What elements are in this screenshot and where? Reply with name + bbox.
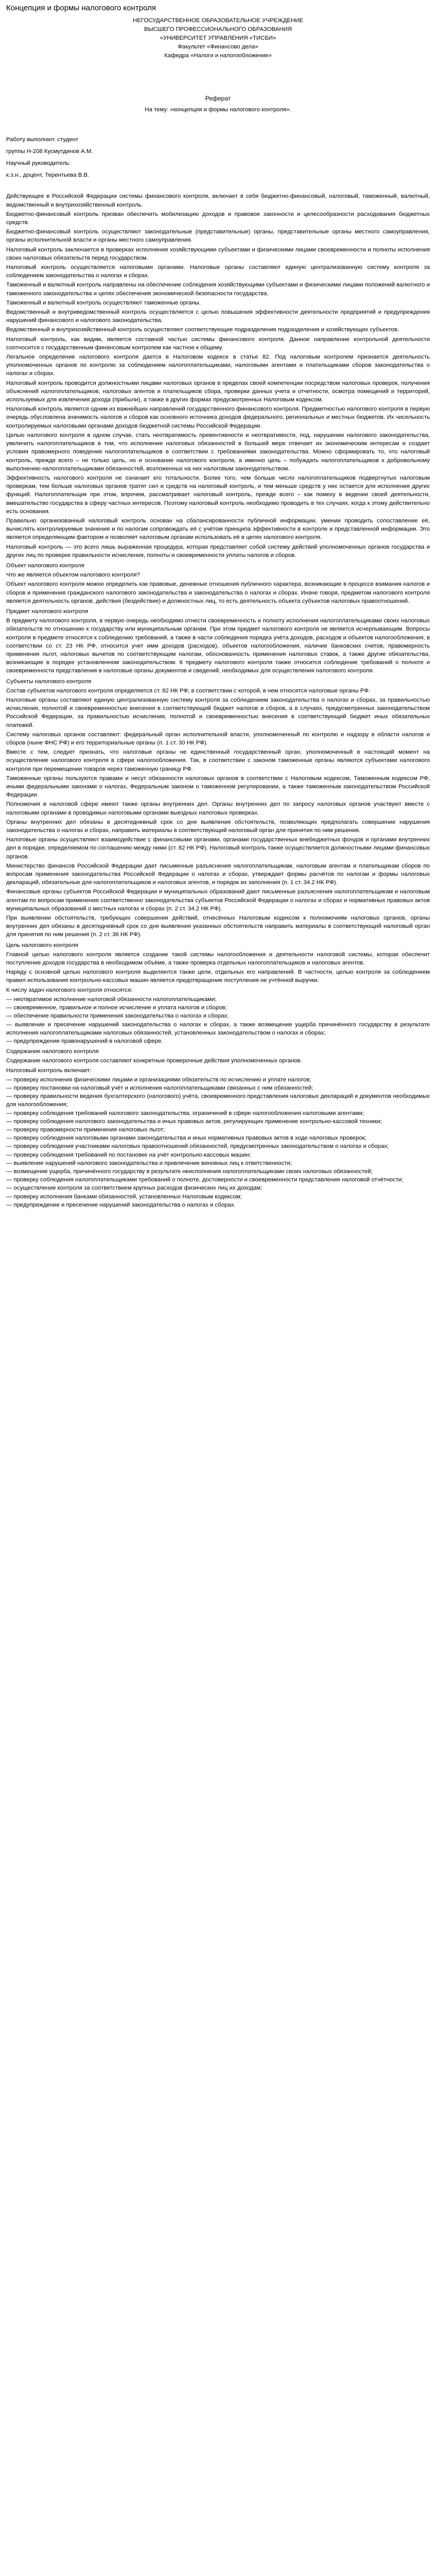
list-item: — предупреждение правонарушений в налоговой сфере. (6, 1038, 163, 1044)
list-item: — проверку соблюдения требований по постановке на учёт контрольно-кассовых машин; (6, 1151, 251, 1158)
paragraph: Эффективность налогового контроля не означает его тотальности. Более того, чем больше число налогоплательщиков подвергнутых налоговым проверкам, тем больше налоговых органов тратят сил и средств на налоговый контроль, и тем меньше средств у них остается для исполнения других функций. Налогоплательщик при этом, впрочем, рассматривает налоговый контроль, прежде всего – как помеху в ведении своей деятельности, вмешательство государства в сферу частных интересов. Поэтому налоговый контроль необходимо проводить в тех случаях, когда к этому действительно есть основания. (6, 474, 430, 515)
list-item: — проверку соблюдения требований налогового законодательства, ограничений в сфере налогообложения налоговыми агентами; (6, 1110, 364, 1116)
paragraph: Наряду с основной целью налогового контроля выделяются также цели, отдельных его направлений. В частности, целью контроля за соблюдением правил использования контрольно-кассовых машин является предотвращение поступления не учтённой выручки. (6, 969, 430, 984)
report-label: Реферат (205, 95, 231, 102)
author-line: к.э.н., доцент, Терентьева В.В. (6, 172, 90, 179)
paragraph: Состав субъектов налогового контроля определяется ст. 82 НК РФ; в соответствии с которой, в нем относятся налоговые органы РФ. (6, 687, 371, 694)
header-line: «УНИВЕРСИТЕТ УПРАВЛЕНИЯ «ТИСБИ» (160, 35, 276, 41)
author-info (6, 135, 430, 180)
paragraph: Органы внутренних дел обязаны в десятидневный срок со дня выявления обстоятельств, позволяющих предполагать совершение нарушения законодательства о налогах и сборах, направить материалы в соответствующий налоговый орган для принятия по ним решения. (6, 819, 430, 834)
paragraph: Правильно организованный налоговый контроль основан на сбалансированности публичной информации, умении проводить сопоставление её, вычислять контролируемые значения и по налогам сопровождать её с учётом принципа эффективности в контроле и представленной информации. Это является определяющим фактором и позволяет налоговым органам использовать её в целях налогового контроля. (6, 517, 430, 541)
report-topic: На тему: «концепция и формы налогового контроля». (145, 107, 291, 113)
document-body (6, 192, 430, 1209)
list-item: — своевременное, правильное и полное исчисление и уплата налогов и сборов; (6, 1005, 227, 1011)
paragraph: В предмету налогового контроля, в первую очередь необходимо отнести своевременность и полноту исполнения налогоплательщиками своих налоговых обязательств по отношению к государству или муниципальным органам. При этом предмет налогового контроля не является исчерпывающим. Вопросы контроля в предмете относятся к соблюдению требований, а также в части соблюдения порядка учёта доходов, расходов и объектов налогообложения, в соответствии со ст. 23 НК РФ, относится учет имм доходов (расходов), объектов налогообложения, наличие банковских счетов, правомерность применения льгот, налоговых вычетов по соответствующим налогам, обоснованность применения налоговых ставок, а также другие обязательства, возникающие в порядке установленном законодательством. К предмету налогового контроля также относится соблюдение требований о полноте и своевременности представления в налоговые органы документов и сведений, необходимых для осуществления налогового контроля. (6, 618, 430, 674)
section-heading: Предмет налогового контроля (6, 608, 89, 615)
paragraph: Таможенный и валютный контроль осуществляют таможенные органы. (6, 299, 201, 306)
list-item: — неотвратимое исполнение налоговой обязанности налогоплательщиками; (6, 996, 217, 1003)
author-line: Работу выполнил: студент (6, 137, 78, 143)
header-line: ВЫСШЕГО ПРОФЕССИОНАЛЬНОГО ОБРАЗОВАНИЯ (144, 26, 292, 32)
paragraph: Бюджетно-финансовый контроль осуществляют законодательные (представительные) органы, представительные органы местного самоуправления, органы исполнительной власти и органы местного самоуправления. (6, 229, 430, 244)
paragraph: Действующее в Российской Федерации системы финансового контроля, включает в себя бюджетно-финансовый, налоговый, таможенный, валютный, ведомственный и внутрихозяйственный контроль. (6, 193, 430, 208)
paragraph: Главной целью налогового контроля является создание такой системы налогообложения и деятельности налоговой системы, которая обеспечит поступление доходов государства в необходимом объёме, а также проверка отдельных налогоплательщиков и налоговых агентов. (6, 951, 430, 967)
paragraph: При выявлении обстоятельств, требующих совершения действий, отнесённых Налоговым кодексом к полномочиям налоговых органов, органы внутренних дел обязаны в десятидневный срок со дня выявления указанных обстоятельств направить материалы в соответствующий налоговый орган для принятия по ним решения (п. 2 ст. 36 НК РФ). (6, 915, 430, 938)
paragraph: Налоговый контроль, как видим, является составной частью системы финансового контроля. Данное направление контрольной деятельности соотносится с государственным финансовым контролем как частное к общему. (6, 336, 430, 351)
document-title: Концепция и формы налогового контроля (6, 4, 156, 12)
list-item: — выявление и пресечение нарушений законодательства о налогах и сборах, а также возмещение ущерба причинённого государству в результате исполнения налогоплательщиками налоговых обязанностей, установленных законодательством о налогах и сборах; (6, 1021, 430, 1036)
header-line: Кафедра «Налоги и налогообложение» (164, 53, 272, 59)
list-item: — проверку соблюдения налоговыми органами законодательства и иных нормативных правовых актов в ходе налоговых проверок; (6, 1135, 367, 1142)
paragraph: Налоговые органы составляют единую централизованную систему контроля за соблюдением законодательства о налогах и сборах, за правильностью исчисления, полнотой и своевременностью внесения в соответствующий бюджет налогов и сборов, а в случаях, предусмотренных законодательством Российской Федерации, за правильностью исчисления, полнотой и своевременностью внесения в соответствующий бюджет иных обязательных платежей. (6, 697, 430, 728)
paragraph: Систему налоговых органов составляют: федеральный орган исполнительной власти, уполномоченный по контролю и надзору в области налогов и сборов (ныне ФНС РФ) и его территориальные органы (п. 1 ст. 30 НК РФ). (6, 731, 430, 746)
paragraph: Вместе с тем, следует признать, что налоговые органы не единственный государственный орган, уполномоченный в настоящий момент на осуществление налогового контроля в сфере налогообложения. Так, в соответствии с законом таможенные органы являются субъектами налогового контроля при перемещении товаров через таможенную границу РФ. (6, 749, 430, 772)
paragraph: Налоговый контроль включает: (6, 1067, 92, 1074)
list-item: — проверку правомерности применения налоговых льгот; (6, 1126, 165, 1133)
paragraph: Объект налогового контроля можно определить как правовые, денежные отношения публичного характера, возникающие в процессе взимания налогов и сборов и применения гражданского налогового законодательства и законодательства о налогах и сборах. Иначе говоря, предметом налогового контроля является деятельность органов, действия (бездействие) и должностных лиц, то есть деятельность объекта субъектов налоговых правоотношений. (6, 581, 430, 604)
list-item: — предупреждение и пресечение нарушений законодательства о налогах и сборах. (6, 1201, 236, 1208)
paragraph: Налоговый контроль является одним из важнейших направлений государственного финансового контроля. Предметностью налогового контроля в первую очередь обусловлена значимость налогов и сборов как основного источника доходов федерального, региональных и местных бюджетов. Их чисельность контролируемых налоговыми органами доходов бюджетной системы Российской Федерации. (6, 406, 430, 429)
list-item: — обеспечение правильности применения законодательства о налогах и сборах; (6, 1013, 229, 1020)
author-line: группы Н-208 Кусмутдинов А.М. (6, 148, 93, 155)
paragraph: Налоговый контроль — это всего лишь выраженная процедура, которая представляет собой систему действий уполномоченных органов государства и других лиц по проверке правильности исчисления, полноты и своевременности уплаты налогов и сборов. (6, 544, 430, 558)
list-item: — проверку исполнения физическими лицами и организациями обязательств по исчислению и уплате налогов; (6, 1076, 311, 1083)
section-heading: Содержание налогового контроля (6, 1048, 99, 1055)
list-item: — проверку правильности ведения бухгалтерского (налогового) учёта, своевременного представления налоговых деклараций и документов необходимых для налогообложения; (6, 1093, 430, 1108)
paragraph: Министерство финансов Российской Федерации дает письменные разъяснения налогоплательщикам, налоговым агентам и плательщикам сборов по вопросам применения законодательства Российской Федерации о налогах и сборах, утверждает формы расчётов по налогам и формы налоговых деклараций, обязательные для налогоплательщиков и налоговых агентов, и порядок их заполнения (п. 1 ст. 34.2 НК РФ). (6, 862, 430, 886)
section-heading: Цель налогового контроля (6, 942, 78, 948)
list-item: — проверку соблюдения налогоплательщиками требований о полноте, достоверности и своевременности представления налоговой отчётности; (6, 1177, 404, 1183)
list-item: — проверку постановки на налоговый учёт и исполнения налогоплательщиками связанных с ним обязанностей; (6, 1084, 313, 1091)
author-line: Научный руководитель: (6, 160, 71, 167)
list-item: — возмещение ущерба, причинённого государству в результате неисполнения налогоплательщиками своих налоговых обязанностей; (6, 1168, 373, 1175)
paragraph: Налоговый контроль осуществляется налоговыми органами. Налоговые органы составляют единую централизованную систему контроля за соблюдением законодательства о налогах и сборах. (6, 264, 430, 279)
list-item: — проверку соблюдения участниками налоговых правоотношений обязанностей, предусмотренных законодательством о налогах и сборах; (6, 1143, 389, 1150)
paragraph: Ведомственный и внутриведомственный контроль осуществляется с целью повышения эффективности деятельности предприятий и предупреждения нарушений финансового и налогового законодательства. (6, 309, 430, 324)
section-heading: Объект налогового контроля (6, 562, 84, 569)
list-item: — выявление нарушений налогового законодательства и привлечение виновных лиц к ответственности; (6, 1160, 292, 1166)
paragraph: Ведомственный и внутрихозяйственный контроль осуществляют соответствующие подразделения подразделения и хозяйствующих субъектов. (6, 327, 399, 333)
paragraph: Финансовые органы субъектов Российской Федерации и муниципальных образований дают письменные разъяснения налогоплательщикам и налоговым агентам по вопросам применения соответственно законодательства субъектов Российской Федерации о налогах и сборах и нормативных правовых актов муниципальных образований о местных налогах и сборах (п. 2 ст. 34.2 НК РФ). (6, 889, 430, 912)
paragraph: Целью налогового контроля в одном случае, стать неотвратимость превентивности и неотвратимости, под, нарушении налогового законодательства, увеличить налогоплательщиков в том, что исполнение налоговых обязанностей в большей мере отвечает их экономическим интересам и создает условия правомерного поведения налогоплательщиков в соответствии с требованиями законодательства. Можно сформировать то, что налоговый контроль, прежде всего – не только цель, но и основание налогового контроля, а именно цель – побуждать налогоплательщиков к добровольному выполнению налогоплательщиками обязанностей, возложенных на них налоговым законодательством. (6, 432, 430, 472)
paragraph: К числу задач налогового контроля относятся: (6, 987, 133, 993)
header-line: Факультет «Финансово дела» (178, 44, 258, 50)
header-line: НЕГОСУДАРСТВЕННОЕ ОБРАЗОВАТЕЛЬНОЕ УЧРЕЖДЕНИЕ (132, 18, 304, 24)
paragraph: Налоговый контроль проводится должностными лицами налоговых органов в пределах своей компетенции посредством налоговых проверок, получения объяснений налогоплательщиков, налоговых агентов и плательщиков сбора, проверки данных учета и отчетности, осмотра помещений и территорий, используемых для извлечения дохода (прибыли), а также в других формах предусмотренных Налоговым кодексом. (6, 380, 430, 403)
list-item: — проверку соблюдения налогового законодательства и иных правовых актов, регулирующих применение контрольно-кассовой техники; (6, 1118, 382, 1125)
paragraph: Налоговые органы осуществляют взаимодействие с финансовыми органами, органами государственных внебюджетных фондов и органами внутренних дел в порядке, определяемом по соглашению между ними (ст. 82 НК РФ). Налоговый контроль также осуществляется должностными лицами финансовых органов. (6, 837, 430, 860)
paragraph: Содержание налогового контроля составляют конкретные проверочные действия уполномоченных органов. (6, 1058, 302, 1064)
paragraph: Что же является объектом налогового контроля? (6, 572, 140, 579)
paragraph: Налоговый контроль заключается в проверках исполнения хозяйствующими субъектами и физическими лицами своевременности и полноты исполнения своих налоговых обязательств перед государством. (6, 246, 430, 261)
list-item: — осуществление контроля за соответствием крупных расходов физических лиц их доходам; (6, 1185, 263, 1192)
paragraph: Бюджетно-финансовый контроль призван обеспечить мобилизацию доходов и правовое законности и целесообразности расходования бюджетных средств. (6, 211, 430, 226)
section-heading: Субъекты налогового контроля (6, 678, 92, 685)
paragraph: Полномочия в налоговой сфере имеют также органы внутренних дел. Органы внутренних дел по запросу налоговых органов участвуют вместе с налоговыми органами в проводимых налоговыми органами выездных налоговых проверках. (6, 801, 430, 816)
paragraph: Таможенные органы пользуются правами и несут обязанности налоговых органов в соответствии с Налоговым кодексом, Таможенным кодексом РФ, иными федеральными законами о налогах, Федеральным законом о таможенном регулировании, а также таможенным законодательством Российской Федерации. (6, 775, 430, 799)
paragraph: Таможенный и валютный контроль направлены на обеспечение соблюдения хозяйствующими субъектами и физическими лицами положений валютного и таможенного законодательства и целях обеспечения экономической безопасности государства. (6, 282, 430, 297)
university-header (6, 16, 430, 60)
paragraph: Легальное определение налогового контроля дается в Налоговом кодексе в статье 82. Под налоговым контролем признается деятельность уполномоченных органов по контролю за соблюдением налогоплательщиками, налоговыми агентами и плательщиками сборов законодательства о налогах и сборах. (6, 354, 430, 377)
list-item: — проверку исполнения банками обязанностей, установленных Налоговым кодексом; (6, 1193, 242, 1200)
